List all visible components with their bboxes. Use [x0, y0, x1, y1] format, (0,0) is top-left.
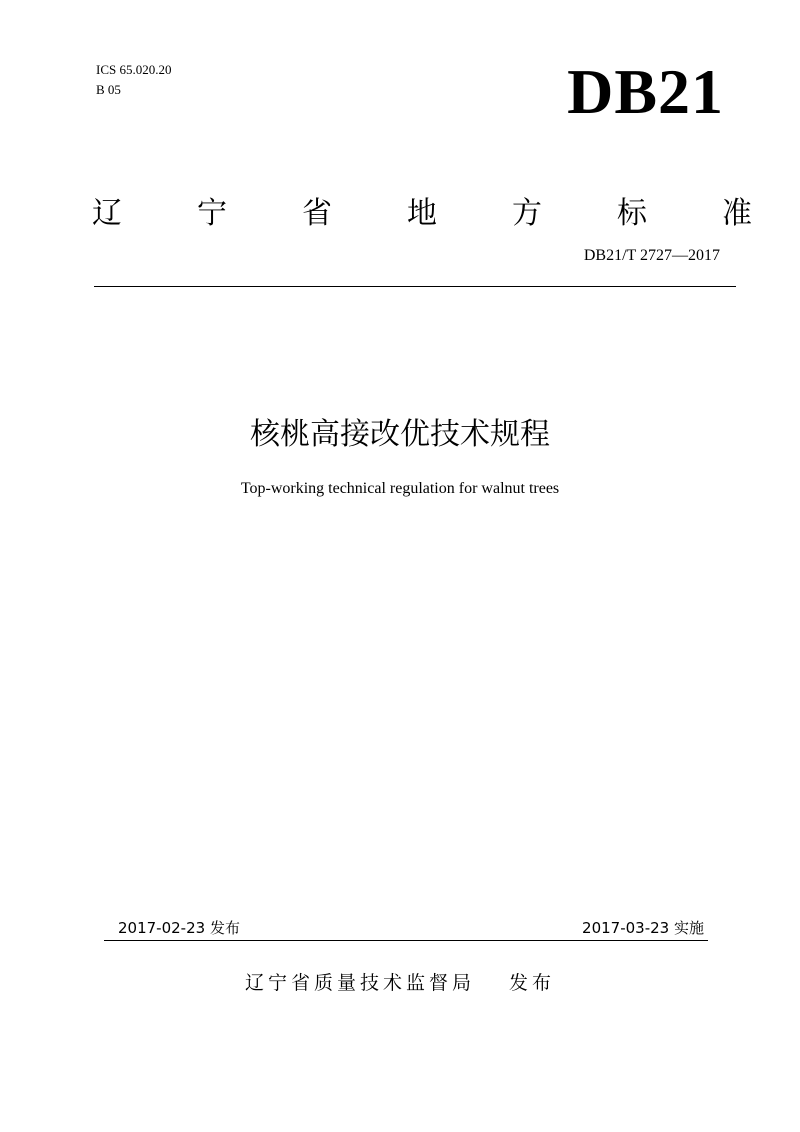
standard-type-char: 方 — [512, 196, 542, 231]
header-divider — [94, 286, 736, 287]
standard-logo: DB21 — [567, 56, 724, 127]
issue-date: 2017-02-23 发布 — [118, 919, 240, 937]
standard-type-char: 辽 — [92, 196, 122, 231]
publisher-name: 辽宁省质量技术监督局 — [244, 972, 475, 994]
date-row — [118, 918, 704, 938]
implementation-date: 2017-03-23 实施 — [582, 919, 704, 937]
standard-type-heading — [92, 192, 752, 236]
publisher-line — [0, 970, 800, 996]
standard-type-char: 标 — [617, 196, 647, 231]
document-title-chinese: 核桃高接改优技术规程 — [250, 417, 550, 452]
standard-type-char: 省 — [302, 196, 332, 231]
standard-number: DB21/T 2727—2017 — [583, 247, 720, 264]
classification-codes — [96, 60, 171, 100]
footer-divider — [104, 940, 708, 941]
ics-code: ICS 65.020.20 — [96, 62, 172, 77]
standard-type-char: 准 — [722, 196, 752, 231]
standard-type-char: 地 — [407, 196, 437, 231]
standard-type-char: 宁 — [197, 196, 227, 231]
publish-label: 发布 — [509, 972, 556, 994]
document-title-english: Top-working technical regulation for walnut trees — [240, 480, 560, 497]
ccs-code: B 05 — [96, 82, 121, 97]
